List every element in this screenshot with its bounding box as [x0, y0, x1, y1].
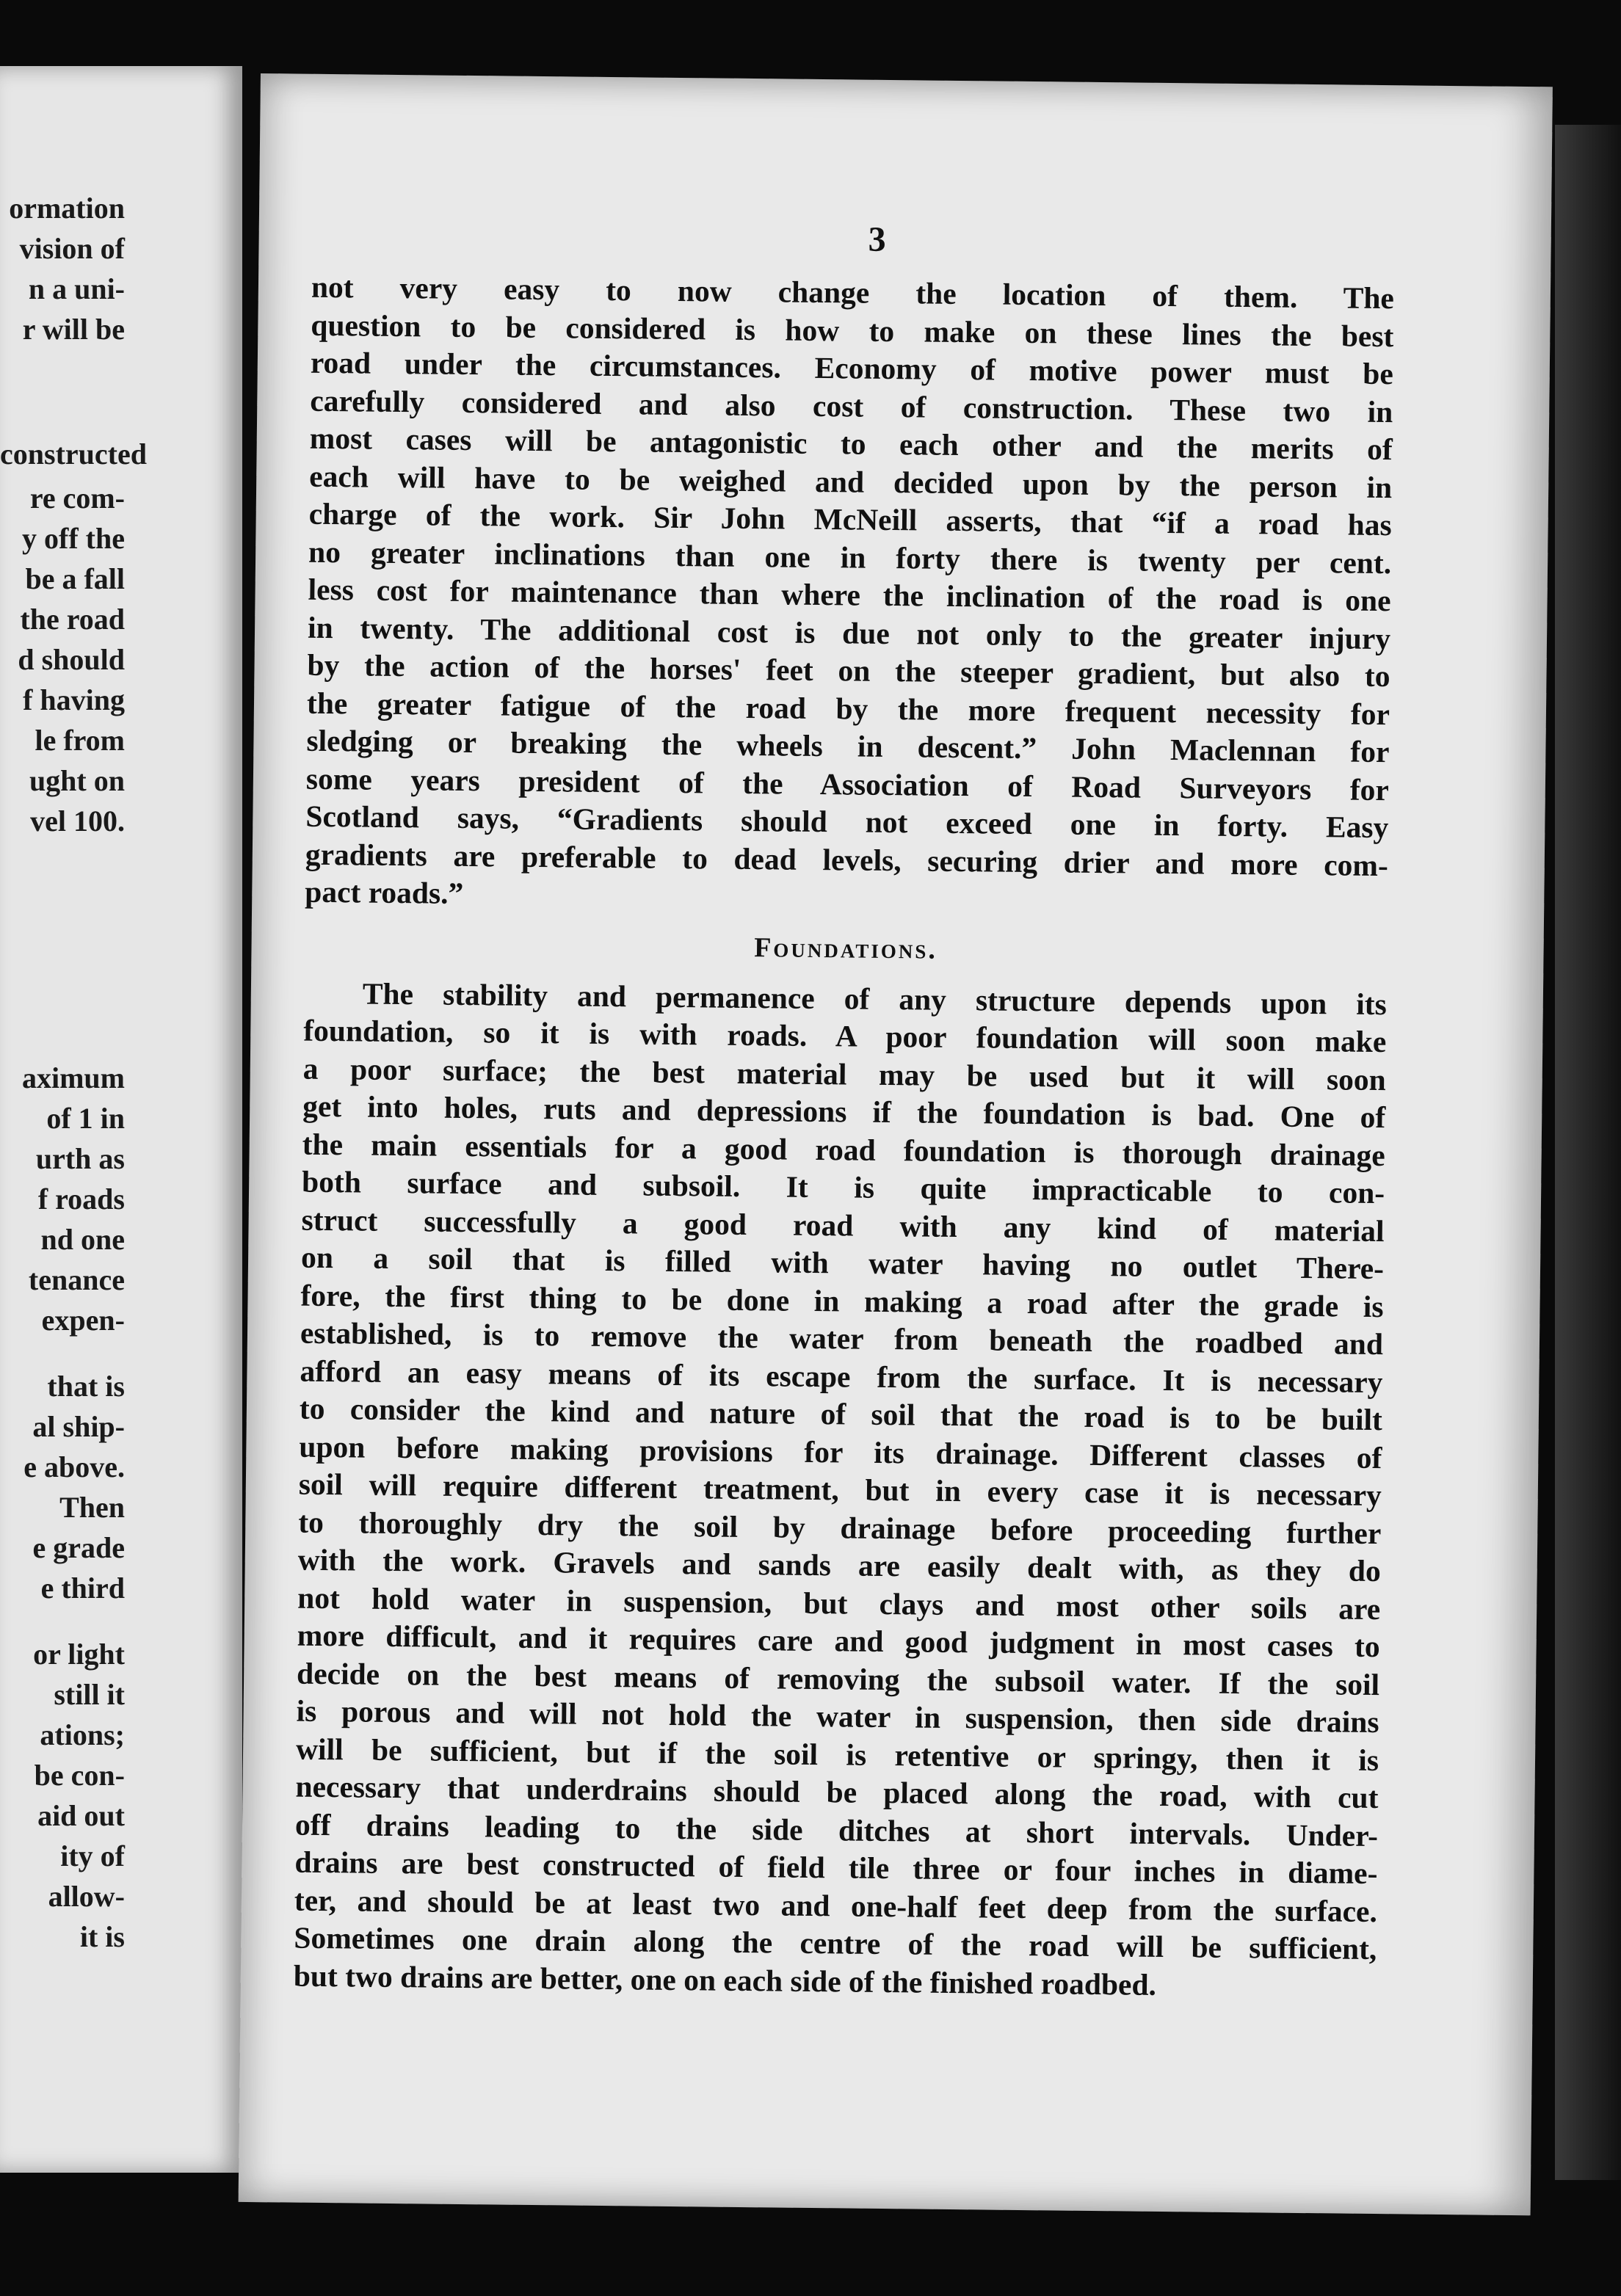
- text-line: question to be considered is how to make on these lines the best: [311, 308, 1394, 353]
- text-line: no greater inclinations than one in forty there is twenty per cent.: [308, 534, 1392, 580]
- left-page-line: ormation: [9, 192, 125, 225]
- left-page-line: vision of: [19, 232, 125, 265]
- left-page: [0, 66, 242, 2173]
- text-line: drains are best constructed of field tile three or four inches in diame-: [294, 1845, 1378, 1891]
- left-page-line: ations;: [40, 1718, 125, 1751]
- left-page-line: f having: [23, 683, 125, 716]
- text-line: less cost for maintenance than where the inclination of the road is one: [308, 572, 1391, 618]
- text-line: each will have to be weighed and decided upon by the person in: [309, 459, 1393, 504]
- text-line: get into holes, ruts and depressions if the foundation is bad. One of: [302, 1089, 1386, 1135]
- left-page-line: d should: [18, 643, 125, 676]
- text-line: The stability and permanence of any structure depends upon its: [362, 976, 1388, 1021]
- paragraph-2: [294, 974, 1387, 2006]
- text-line: Scotland says, “Gradients should not exceed one in forty. Easy: [305, 799, 1389, 845]
- text-line: is porous and will not hold the water in suspension, then side drains: [296, 1693, 1379, 1740]
- left-page-line: e grade: [32, 1531, 125, 1564]
- left-page-line: y off the: [22, 522, 125, 555]
- left-page-line: f roads: [37, 1182, 125, 1216]
- left-page-line: e above.: [23, 1450, 125, 1483]
- left-page-line: expen-: [41, 1304, 125, 1337]
- text-line: by the action of the horses' feet on the steeper gradient, but also to: [307, 647, 1390, 694]
- text-line: both surface and subsoil. It is quite impracticable to con-: [301, 1164, 1385, 1210]
- left-page-line: it is: [79, 1920, 125, 1953]
- left-page-line: aximum: [22, 1061, 125, 1094]
- text-line: road under the circumstances. Economy of motive power must be: [310, 345, 1394, 391]
- text-block: [294, 269, 1395, 2006]
- right-page: [239, 73, 1553, 2215]
- left-page-line: ity of: [60, 1839, 125, 1872]
- text-line: decide on the best means of removing the subsoil water. If the soil: [296, 1656, 1380, 1701]
- text-line: the main essentials for a good road foundation is thorough drainage: [302, 1127, 1385, 1172]
- left-page-line: that is: [47, 1370, 125, 1403]
- text-line: pact roads.”: [305, 874, 464, 910]
- text-line: will be sufficient, but if the soil is retentive or springy, then it is: [295, 1732, 1379, 1777]
- left-page-line: Then: [59, 1491, 125, 1524]
- left-page-line: urth as: [35, 1142, 125, 1175]
- left-page-line: the road: [20, 603, 125, 636]
- text-line: in twenty. The additional cost is due not only to the greater injury: [307, 610, 1391, 655]
- left-page-line: nd one: [40, 1223, 125, 1256]
- left-page-line: constructed: [0, 437, 147, 471]
- text-line: to consider the kind and nature of soil that the road is to be built: [299, 1391, 1383, 1437]
- text-line: but two drains are better, one on each side of the finished roadbed.: [293, 1958, 1157, 2002]
- left-page-line: le from: [35, 724, 125, 757]
- text-line: Sometimes one drain along the centre of the road will be sufficient,: [294, 1920, 1377, 1966]
- left-page-line: n a uni-: [28, 272, 125, 305]
- text-line: sledging or breaking the wheels in descent.” John Maclennan for: [306, 723, 1390, 769]
- text-line: necessary that underdrains should be placed along the road, with cut: [295, 1769, 1379, 1815]
- left-page-line: still it: [54, 1678, 125, 1711]
- page-number: 3: [868, 219, 886, 259]
- text-line: more difficult, and it requires care and good judgment in most cases to: [297, 1618, 1380, 1664]
- text-line: ter, and should be at least two and one-half feet deep from the surface.: [294, 1883, 1378, 1928]
- text-line: afford an easy means of its escape from the surface. It is necessary: [300, 1354, 1383, 1399]
- text-line: to thoroughly dry the soil by drainage before proceeding further: [298, 1505, 1382, 1550]
- left-page-line: allow-: [48, 1880, 125, 1913]
- text-line: a poor surface; the best material may be used but it will soon: [302, 1051, 1386, 1097]
- paragraph-1: [305, 269, 1394, 923]
- book-edge: [1555, 125, 1621, 2180]
- text-line: established, is to remove the water from beneath the roadbed and: [300, 1315, 1384, 1362]
- text-line: not very easy to now change the location of them. The: [311, 269, 1395, 316]
- text-line: carefully considered and also cost of construction. These two in: [310, 383, 1393, 429]
- left-page-line: be a fall: [25, 562, 125, 595]
- text-line: some years president of the Association of Road Surveyors for: [305, 761, 1390, 807]
- text-line: upon before making provisions for its drainage. Different classes of: [299, 1429, 1382, 1475]
- left-page-line: of 1 in: [46, 1102, 125, 1135]
- text-line: on a soil that is filled with water having no outlet There-: [300, 1240, 1385, 1286]
- text-line: off drains leading to the side ditches at short intervals. Under-: [294, 1807, 1379, 1853]
- text-line: the greater fatigue of the road by the more frequent necessity for: [306, 686, 1390, 731]
- left-page-line: re com-: [29, 482, 125, 515]
- left-page-line: r will be: [22, 313, 125, 346]
- left-page-line: or light: [33, 1638, 125, 1671]
- text-line: gradients are preferable to dead levels, securing drier and more com-: [305, 837, 1389, 882]
- left-page-line: tenance: [28, 1263, 125, 1296]
- text-line: with the work. Gravels and sands are easily dealt with, as they do: [297, 1542, 1381, 1588]
- text-line: fore, the first thing to be done in making a road after the grade is: [300, 1278, 1384, 1323]
- text-line: charge of the work. Sir John McNeill asserts, that “if a road has: [308, 496, 1392, 542]
- left-page-line: e third: [40, 1572, 125, 1605]
- text-line: soil will require different treatment, but in every case it is necessary: [298, 1467, 1382, 1513]
- left-page-line: vel 100.: [30, 804, 125, 838]
- section-heading: Foundations.: [753, 931, 938, 965]
- text-line: struct successfully a good road with any kind of material: [301, 1202, 1385, 1248]
- left-page-line: be con-: [34, 1759, 125, 1792]
- left-page-line: aid out: [37, 1799, 125, 1832]
- left-page-line: ught on: [29, 764, 125, 797]
- text-line: foundation, so it is with roads. A poor foundation will soon make: [303, 1013, 1387, 1059]
- left-page-line: al ship-: [32, 1410, 125, 1443]
- text-line: not hold water in suspension, but clays and most other soils are: [297, 1580, 1381, 1626]
- text-line: most cases will be antagonistic to each other and the merits of: [309, 421, 1393, 467]
